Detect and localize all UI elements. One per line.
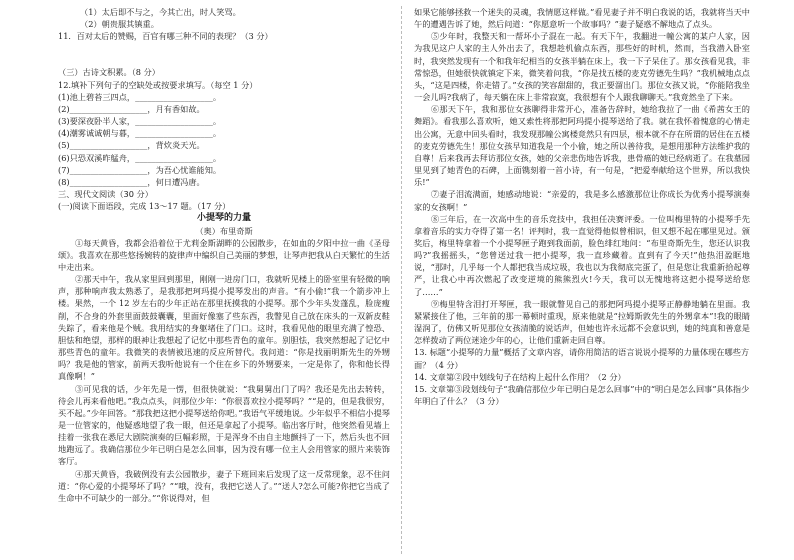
right-column [414,6,750,407]
story-paragraph-4: ④那天黄昏，我破例没有去公园散步，妻子下班回来后发现了这一反常现象，忍不住问道：“你心爱的小提琴坏了吗？”“哦，没有，我把它送人了。”“送人?怎么可能?你把它当成了生命中不可缺少的一部分。”“你说得对，但 [58,468,390,503]
question-12: 12.填补下列句子的空缺处或按要求填写。（每空 1 分） [58,79,258,90]
question-14: 14. 文章第②段中划线句子在结构上起什么作用？（2 分） [414,371,626,382]
column-divider [401,6,402,554]
translation-item-1: （1）太后即不与之，今其亡出，时人笑骂。 [80,7,241,17]
question-11: 11．百对太后的赞赐，百官有哪三种不同的表现？（3 分） [58,31,273,42]
subsection-instruction: (一)阅读下面语段，完成 13～17 题。（17 分） [58,201,231,212]
story-paragraph-6: ⑥那天下午，我和那位女孩聊得非常开心，准备告辞时，她给我拉了一曲《希茜女王的舞蹈》。看我那么喜欢听，她又索性将那把阿玛提小提琴送给了我。就在我怀着愧意的心情走出公寓，无意中回头看时，我发现那幢公寓楼竟然只有四层，根本就不存在所谓的居住在五楼的麦克劳德先生！那位女孩早知道我是一个小偷，她之所以善待我，是想用那种方法维护我的自尊！后来我再去拜访那位女孩，她的父亲悲伤地告诉我，患骨癌的她已经病逝了。在我墓园里见到了她青色的石碑，上面镌刻着一首小诗，有一句是，“把爱奉献给这个世界，所以我快乐!” [414,104,750,188]
story-paragraph-9: ⑨梅里特含泪打开琴匣，我一眼就瞥见自己的那把阿玛提小提琴正静静地躺在里面。我紧紧接住了他，三年前的那一幕顿时重现，原来他就是“拉姆斯敦先生的外甥拿本”!我的眼睛湿润了，仿佛又听见那位女孩清脆的说话声，但她也许永远都不会意识到，她的纯真和善意是怎样拨动了两位迷途少年的心，让他们重新走回自尊。 [414,298,750,346]
question-13: 13. 标题“小提琴的力量”概括了文章内容，请你用简洁的语言说说小提琴的力量体现在哪些方面？（4 分） [414,347,750,370]
left-column [58,6,390,504]
story-paragraph-5: ⑤少年时，我整天和一帮坏小子混在一起。有天下午，我翻进一幢公寓的某户人家，因为我见这户人家的主人外出去了，我想趁机偷点东西，那些好的时机，然而，当我潜入卧室时，我突然发现有一个和我年纪相当的女孩半躺在床上，我一下子呆住了。那女孩看见我，非常惊恐，但她很快就镇定下来，微笑着问我，“你是找五楼的麦克劳德先生吗？”我机械地点点头，“这是四楼，你走错了。”女孩的笑容甜甜的，我正要溜出门。那位女孩又说，“你能陪我坐一会儿吗?我病了，每天躺在床上非常寂寞，我很想有个人跟我聊聊天。”我竟然坐了下来。 [414,31,750,103]
poem-line-6: (6)只恐双溪昨艋舟，___________________。 [58,152,222,163]
question-15: 15. 文章第③段划线句子“我确信那位少年已明白是怎么回事”中的“明白是怎么回事”具体指少年明白了什么？（3 分） [414,383,750,406]
story-title: 小提琴的力量 [196,213,251,224]
story-author: （奥）布里奇斯 [195,225,253,236]
section-header-poetry: （三）古诗文积累。（8 分） [58,67,160,78]
poem-line-8: (8)___________________，何日遭冯唐。 [58,176,205,187]
poem-line-3: (3)要深夜卧半人家，___________________。 [58,116,222,127]
section-header-modern: 三、现代文阅读（30 分） [58,189,153,200]
poem-line-1: (1)池上碧苔三四点，___________________。 [58,91,222,102]
story-paragraph-3: ③可见我的话，少年先是一愣，但很快就说：“我舅舅出门了吗？我还是先出去转转，待会儿再来看他吧。”我点点头，问那位少年：“你很喜欢拉小提琴吗？”“是的，但是我很穷，买不起。”少年回答。“那我把这把小提琴送给你吧。”我语气平缓地说。少年似乎不相信小提琴是一位管家的，他疑惑地望了我一眼，但还是拿起了小提琴。临出客厅时，他突然看见墙上挂着一张我在悉尼大剧院演奏的巨幅彩照，于是浑身不由自主地颤抖了一下，然后头也不回地跑远了。我确信那位少年已明白是怎么回事，因为没有哪一位主人会用管家的照片来装饰客厅。 [58,383,390,467]
poem-line-5: (5)___________________，背炊炎天光。 [58,140,205,151]
story-paragraph-4-continued: 如果它能够拯救一个迷失的灵魂，我情愿这样做。”看见妻子并不明白我说的话，我就将当天中午的遭遇告诉了她，然后问道：“你愿意听一个故事吗？”妻子疑惑不解地点了点头。 [414,7,750,30]
poem-line-7: (7)___________________，为吾心忧谁能知。 [58,164,222,175]
story-paragraph-7: ⑦妻子泪流满面，她感动地说：“亲爱的，我是多么感激那位让你成长为优秀小提琴演奏家的女孩啊！” [414,189,750,212]
story-paragraph-2: ②那天中午，我从家里回到那里，刚刚一进房门口，我就听见楼上的卧室里有轻微的响声，那种响声我太熟悉了，是我那把珂玛提小提琴发出的声音。“有小偷!”我一个箭步冲上楼。果然，一个 12 岁左右的少年正站在那里抚摸我的小提琴。那个少年头发蓬乱，脸庞瘦削，不合身的外套里面鼓鼓囊囊，里面好像塞了些东西，我瞥见自己放在床头的一双新皮鞋失踪了，看来他是个贼。我用结实的身躯堵住了门口。这时，我看见他的眼里充满了惶恐、胆怯和绝望，那样的眼神让我想起了记忆中那些青色的童年。别胆怯，我突然想起了记忆中那些青色的童年。我微笑的表情被迅速的反应所替代。我问道：“你是找丽明斯先生的外甥吗？我是他的管家，前两天我听他说有一个住在乡下的外甥要来，一定是你了，你和他长得真像啊！” [58,274,390,382]
poem-line-2: (2)___________________，月有香如故。 [58,103,205,114]
story-paragraph-8: ⑧三年后，在一次高中生的音乐竞技中，我担任决赛评委。一位叫梅里特的小提琴手先拿着音乐的实力夺得了第一名！评判时，我一直觉得他似曾相识，但又想不起在哪里见过。颁奖后，梅里特拿着一个小提琴匣子跑到我面前，脸色绯红地问：“布里奇斯先生，您还认识我吗?”我摇摇头，“您曾送过我一把小提琴，我一直珍藏着。直到有了今天!”他热泪盈眶地说，“那时，几乎每一个人都把我当成垃圾，我也以为我彻底完蛋了，但是您让我重新拾起尊严，让我心中再次燃起了改变逆境的熊熊烈火!今天，我可以无愧地将这把小提琴送给您了……” [414,213,750,297]
poem-line-4: (4)潮雾诚诚朝与暮，___________________。 [58,128,222,139]
answer-space [58,42,390,66]
story-paragraph-1: ①每天黄昏，我都会沿着位于尤莉金斯湖畔的公园散步，在如血的夕阳中拉一曲《圣母颂》。我喜欢在那些悠扬婉转的旋律声中编织自己美丽的梦想，让琴声把我从白天繁忙的生活中走出来。 [58,237,390,272]
translation-item-2: （2）朝贵服其镇重。 [80,19,159,30]
